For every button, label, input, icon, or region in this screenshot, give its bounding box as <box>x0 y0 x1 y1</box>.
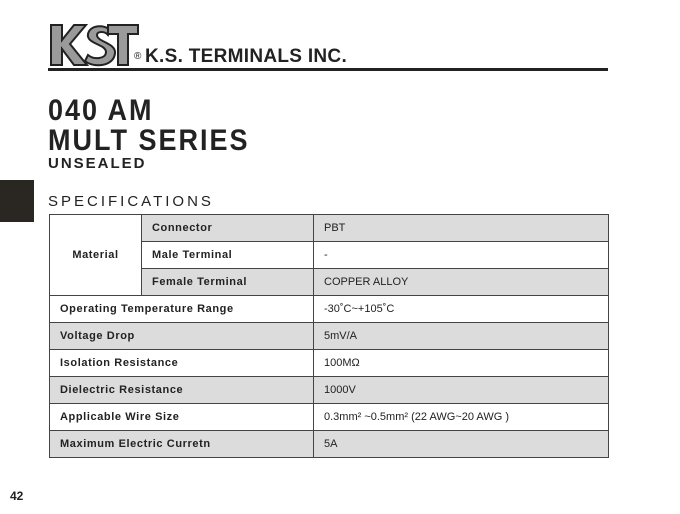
row-label: Maximum Electric Curretn <box>50 431 314 458</box>
registered-mark: ® <box>134 51 142 62</box>
product-title: 040 AM <box>48 94 154 127</box>
row-value: 1000V <box>314 377 609 404</box>
table-row <box>50 296 609 323</box>
row-value: 5mV/A <box>314 323 609 350</box>
row-value: COPPER ALLOY <box>314 269 609 296</box>
row-value: -30˚C~+105˚C <box>314 296 609 323</box>
row-label: Male Terminal <box>142 242 314 269</box>
row-value: PBT <box>314 215 609 242</box>
row-label: Connector <box>142 215 314 242</box>
material-label: Material <box>50 215 142 296</box>
specifications-table <box>49 214 609 458</box>
header-rule <box>48 68 608 71</box>
seal-type-title: UNSEALED <box>48 155 147 172</box>
row-label: Voltage Drop <box>50 323 314 350</box>
row-label: Isolation Resistance <box>50 350 314 377</box>
table-row <box>50 323 609 350</box>
side-tab-marker <box>0 180 34 222</box>
table-row <box>50 431 609 458</box>
row-value: 0.3mm² ~0.5mm² (22 AWG~20 AWG ) <box>314 404 609 431</box>
table-row <box>50 377 609 404</box>
row-label: Operating Temperature Range <box>50 296 314 323</box>
row-label: Applicable Wire Size <box>50 404 314 431</box>
row-value: - <box>314 242 609 269</box>
table-row <box>50 404 609 431</box>
kst-logo <box>48 22 140 68</box>
row-value: 5A <box>314 431 609 458</box>
section-title: SPECIFICATIONS <box>48 193 214 210</box>
page-number: 42 <box>10 489 24 503</box>
series-title: MULT SERIES <box>48 124 250 157</box>
row-value: 100MΩ <box>314 350 609 377</box>
table-row <box>50 350 609 377</box>
row-label: Dielectric Resistance <box>50 377 314 404</box>
row-label: Female Terminal <box>142 269 314 296</box>
company-name: K.S. TERMINALS INC. <box>145 46 348 67</box>
table-row <box>50 215 609 242</box>
